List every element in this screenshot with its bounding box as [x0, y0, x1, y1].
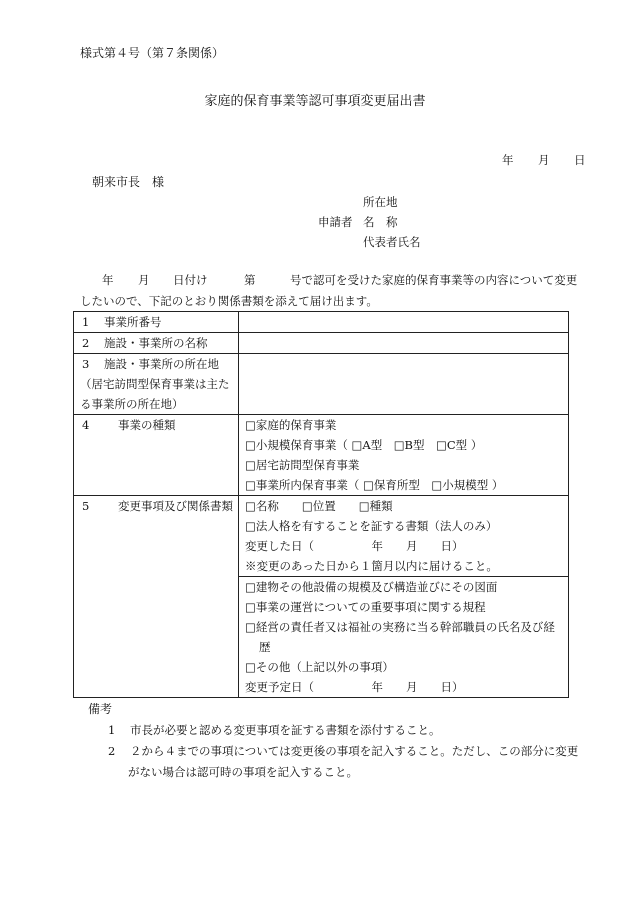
intro-line1: 号で認可を受けた家庭的保育事業等の内容について変更: [290, 273, 578, 287]
intro-paragraph: [80, 270, 586, 312]
row5-a3[interactable]: 変更した日（ 年 月 日）: [245, 539, 464, 553]
row5-label: 変更事項及び関係書類: [118, 499, 233, 513]
row4-option-3[interactable]: □居宅訪問型保育事業: [245, 458, 360, 472]
row5-label-cell: [74, 496, 239, 698]
note-2-num: 2: [108, 744, 116, 758]
row3-num: 3: [82, 357, 90, 371]
row5-num: 5: [82, 499, 90, 513]
document-title: 家庭的保育事業等認可事項変更届出書: [204, 94, 426, 109]
row5-a4: ※変更のあった日から１箇月以内に届けること。: [245, 559, 498, 573]
intro-month: 月: [138, 273, 150, 287]
row4-label-cell: [74, 415, 239, 496]
table-row: [74, 333, 569, 354]
row4-option-2[interactable]: □小規模保育事業（ □A型 □B型 □C型 ）: [245, 438, 483, 452]
row1-value-cell[interactable]: [239, 312, 569, 333]
row3-label-line3: る事業所の所在地）: [80, 397, 184, 411]
table-row: [74, 496, 569, 577]
intro-number-prefix: 第: [244, 273, 256, 287]
row4-option-4[interactable]: □事業所内保育事業（ □保育所型 □小規模型 ）: [245, 478, 504, 492]
row5-b2[interactable]: □事業の運営についての重要事項に関する規程: [245, 600, 486, 614]
note-1-num: 1: [108, 723, 116, 737]
applicant-role: 申請者: [318, 215, 353, 229]
row5-section-b: [239, 577, 569, 698]
addressee: 朝来市長 様: [92, 175, 165, 189]
row5-b5[interactable]: 変更予定日（ 年 月 日）: [245, 680, 464, 694]
row3-value-cell[interactable]: [239, 354, 569, 415]
applicant-name-label: 名 称: [363, 215, 398, 229]
row3-label: 施設・事業所の所在地: [104, 357, 219, 371]
row1-label: 事業所番号: [104, 315, 162, 329]
row2-num: 2: [82, 336, 90, 350]
intro-dated: 日付け: [173, 273, 208, 287]
row3-label-cell: [74, 354, 239, 415]
table-row: [74, 415, 569, 496]
row4-label: 事業の種類: [118, 418, 176, 432]
row2-label-cell: [74, 333, 239, 354]
note-2-cont: がない場合は認可時の事項を記入すること。: [128, 765, 358, 779]
row5-section-a: [239, 496, 569, 577]
intro-year: 年: [102, 273, 114, 287]
notes-heading: 備考: [88, 702, 113, 716]
table-row: [74, 354, 569, 415]
intro-line2: したいので、下記のとおり関係書類を添えて届け出ます。: [80, 294, 378, 308]
row4-options-cell: [239, 415, 569, 496]
row1-label-cell: [74, 312, 239, 333]
row1-num: 1: [82, 315, 90, 329]
applicant-representative-label: 代表者氏名: [363, 235, 421, 249]
note-1: [108, 722, 441, 738]
row5-b3[interactable]: □経営の責任者又は福祉の実務に当る幹部職員の氏名及び経: [245, 620, 555, 634]
table-row: [74, 312, 569, 333]
row2-value-cell[interactable]: [239, 333, 569, 354]
row3-label-line2: （居宅訪問型保育事業は主た: [80, 377, 230, 391]
date-year: 年: [502, 153, 514, 167]
row2-label: 施設・事業所の名称: [104, 336, 208, 350]
applicant-address-label: 所在地: [363, 195, 398, 209]
registration-table: [73, 311, 569, 698]
row4-num: 4: [82, 418, 90, 432]
note-2: [108, 743, 578, 759]
note-1-text: 市長が必要と認める変更事項を証する書類を添付すること。: [130, 723, 441, 737]
date-month: 月: [538, 153, 550, 167]
note-2-text: ２から４までの事項については変更後の事項を記入すること。ただし、この部分に変更: [130, 744, 579, 758]
form-number: 様式第４号（第７条関係）: [80, 46, 225, 60]
date-day: 日: [574, 153, 586, 167]
row4-option-1[interactable]: □家庭的保育事業: [245, 418, 337, 432]
row5-a2[interactable]: □法人格を有することを証する書類（法人のみ）: [245, 519, 498, 533]
row5-a1[interactable]: □名称 □位置 □種類: [245, 499, 393, 513]
row5-b4[interactable]: □その他（上記以外の事項）: [245, 660, 394, 674]
row5-b3-cont: 歴: [259, 640, 271, 654]
row5-b1[interactable]: □建物その他設備の規模及び構造並びにその図面: [245, 580, 498, 594]
